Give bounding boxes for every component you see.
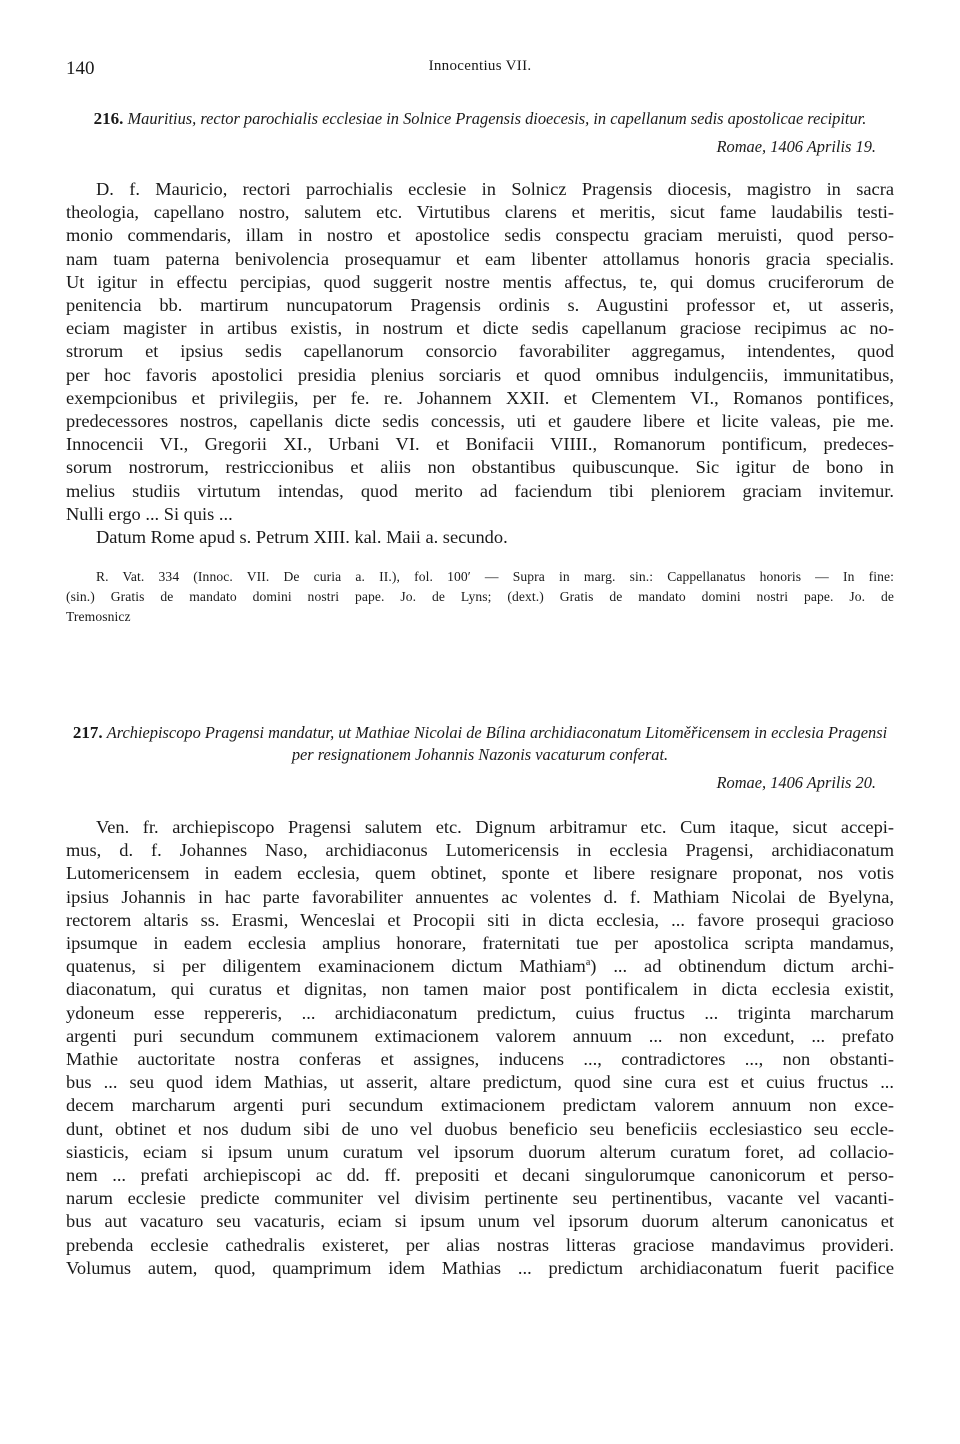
- text-line: strorum et ipsius sedis capellanorum consorcio favorabiliter aggregamus, intendentes, quod: [66, 341, 894, 362]
- text-line: Ut igitur in effectu percipias, quod suggerit nostre mentis affectus, te, qui domus cruciferorum de: [66, 271, 894, 292]
- text-line: prebenda ecclesie cathedralis existeret, per alias nostras litteras graciose mandavimus provideri.: [66, 1234, 894, 1255]
- entry-regest: [66, 722, 894, 766]
- text-fragment: ) ... ad obtinendum dictum archi-: [590, 956, 894, 977]
- text-line: Nulli ergo ... Si quis ...: [66, 503, 233, 524]
- text-line: rectorem altaris ss. Erasmi, Wenceslai et Procopii siti in dicta ecclesia, ... favore prosequi gracioso: [66, 909, 894, 930]
- entry-notes: [66, 567, 894, 627]
- text-line: theologia, capellano nostro, salutem etc. Virtutibus clarens et meritis, sicut fame laudabilis testi-: [66, 202, 894, 223]
- text-line: decem marcharum argenti puri secundum extimacionem predictam valorem annuum non exce-: [66, 1095, 894, 1116]
- text-line: exempcionibus et privilegiis, per fe. re. Johannem XXII. et Clementem VI., Romanos pontifices,: [66, 387, 894, 408]
- text-line: nem ... prefati archiepiscopi ac dd. ff. prepositi et decani singulorumque canonicorum et perso-: [66, 1165, 894, 1186]
- running-title: Innocentius VII.: [428, 58, 532, 74]
- text-line: predecessores nostros, capellanis dicte sedis concessis, uti et gaudere libere et licite valeas, pie me.: [66, 411, 894, 432]
- entry-number: 216.: [93, 109, 124, 128]
- footnote-marker: a: [585, 957, 591, 969]
- text-line-with-footnote: [66, 955, 894, 978]
- text-line: mus, d. f. Johannes Naso, archidiaconus Lutomericensis in ecclesia Pragensi, archidiaconatum: [66, 840, 894, 861]
- text-line: penitencia bb. martirum nuncupatorum Pragensis ordinis s. Augustini professor et, ut asseris,: [66, 295, 894, 316]
- text-line: bus ... seu quod idem Mathias, ut asserit, altare predictum, quod sine cura est et cuius fructus ...: [66, 1072, 894, 1093]
- page-number: 140: [66, 58, 95, 79]
- entry-regest: [66, 108, 894, 130]
- text-fragment: quatenus, si per diligentem examinacionem dictum Mathiam: [66, 956, 586, 977]
- text-line: dunt, obtinet et nos dudum sibi de uno vel duobus beneficio seu beneficiis ecclesiastico seu eccle-: [66, 1118, 894, 1139]
- note-line: (sin.) Gratis de mandato domini nostri pape. Jo. de Lyns; (dext.) Gratis de mandato domini nostri pape. Jo. de: [66, 589, 894, 605]
- text-line: monio commendaris, illam in nostro et apostolice sedis conspectu graciam meruisti, quod perso-: [66, 225, 894, 246]
- entry-217: [66, 722, 894, 1280]
- text-line: Ven. fr. archiepiscopo Pragensi salutem etc. Dignum arbitramur etc. Cum itaque, sicut accepi-: [96, 817, 894, 837]
- text-line: Volumus autem, quod, quamprimum idem Mathias ... predictum archidiaconatum fuerit pacifice: [66, 1257, 894, 1278]
- entry-dateline: Romae, 1406 Aprilis 19.: [716, 137, 876, 156]
- text-line: ipsius Johannis in hac parte favorabiliter annuentes ac volentes d. f. Mathiam Nicolai de Byelyna,: [66, 886, 894, 907]
- entry-216: [66, 108, 894, 627]
- entry-summary: Mauritius, rector parochialis ecclesiae in Solnice Pragensis dioecesis, in capellanum sedis apostolicae recipitur.: [127, 109, 867, 128]
- entry-text: [66, 178, 894, 526]
- note-line: R. Vat. 334 (Innoc. VII. De curia a. II.), fol. 100′ — Supra in marg. sin.: Cappellanatus honoris — In fine:: [96, 569, 894, 585]
- text-line: per hoc favoris apostolici presidia plenius sorciaris et quod omnibus indulgenciis, immunitatibus,: [66, 364, 894, 385]
- text-line: bus aut vacaturo seu vacaturis, eciam si ipsum unum vel ipsorum duorum alterum canonicatus et: [66, 1211, 894, 1232]
- text-line: Lutomericensem in eadem ecclesia, quem obtinet, sponte et libere resignare proponat, nos votis: [66, 863, 894, 884]
- text-line: ydoneum esse reppereris, ... archidiaconatum predictum, cuius fructus ... triginta marcharum: [66, 1002, 894, 1023]
- running-head: [66, 58, 894, 82]
- text-line: eciam magister in artibus existis, in nostrum et dicte sedis capellanum graciose recipimus ac no-: [66, 318, 894, 339]
- text-line: Mathie auctoritate nostra conferas et assignes, inducens ..., contradictores ..., non obstanti-: [66, 1049, 894, 1070]
- entry-number: 217.: [72, 723, 103, 742]
- entry-dateline: Romae, 1406 Aprilis 20.: [716, 773, 876, 792]
- entry-summary: Archiepiscopo Pragensi mandatur, ut Mathiae Nicolai de Bílina archidiaconatum Litoměřicensem in ecclesia Pragensi per resignationem Johannis Nazonis vacaturum conferat.: [106, 723, 888, 764]
- entry-datum: Datum Rome apud s. Petrum XIII. kal. Maii a. secundo.: [96, 527, 508, 548]
- text-line: siasticis, eciam si ipsum unum curatum vel ipsorum duorum alterum curatum foret, ad collacio-: [66, 1141, 894, 1162]
- text-line: D. f. Mauricio, rectori parrochialis ecclesie in Solnicz Pragensis diocesis, magistro in sacra: [96, 179, 894, 199]
- text-line: nam tuam paterna benivolencia prosequamur et eam libenter attollamus honoris gracia specialis.: [66, 248, 894, 269]
- entry-text: [66, 816, 894, 1280]
- text-line: diaconatum, qui curatus et dignitas, non tamen maior post pontificalem in dicta ecclesia existit,: [66, 979, 894, 1000]
- text-line: melius studiis virtutum intendas, quod merito ad faciendum tibi pleniorem graciam invitemur.: [66, 480, 894, 501]
- text-line: narum ecclesie predicte communiter vel divisim pertinente seu pertinentibus, vacante vel vacanti-: [66, 1188, 894, 1209]
- text-line: sorum nostrorum, restriccionibus et aliis non obstantibus quibuscunque. Sic igitur de bono in: [66, 457, 894, 478]
- note-line: Tremosnicz: [66, 609, 131, 625]
- text-line: ipsumque in eadem ecclesia amplius honorare, fraternitati tue per apostolica scripta mandamus,: [66, 933, 894, 954]
- text-line: argenti puri secundum communem extimacionem valorem annuum ... non excedunt, ... prefato: [66, 1025, 894, 1046]
- text-line: Innocencii VI., Gregorii XI., Urbani VI. et Bonifacii VIIII., Romanorum pontificum, predeces-: [66, 434, 894, 455]
